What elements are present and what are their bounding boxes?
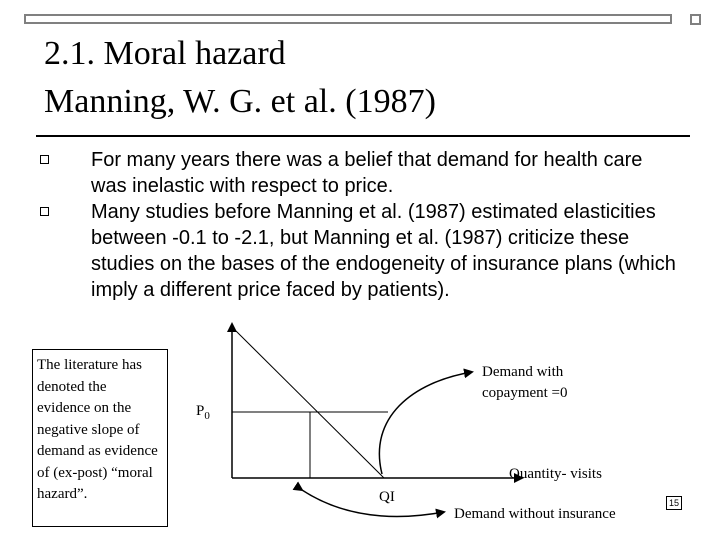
note-text: The literature has denoted the evidence on the negative slope of demand as evidence of (ex-post) “moral hazard”.: [37, 357, 158, 502]
title-line-2: Manning, W. G. et al. (1987): [44, 83, 436, 120]
title-line-1: 2.1. Moral hazard: [44, 35, 286, 72]
x-axis-label: Quantity- visits: [509, 466, 602, 482]
slide-number: 15: [666, 496, 682, 510]
bullet-text: For many years there was a belief that demand for health care was inelastic with respect to price.: [91, 149, 643, 197]
price-label: $P_0$: [196, 403, 210, 422]
bullet-text: Many studies before Manning et al. (1987) estimated elasticities between -0.1 to -2.1, but Manning et al. (1987) criticize these studies on the bases of the endogeneity of insurance plans (which imply a different price faced by patients).: [91, 201, 676, 301]
quantity-label: QI: [379, 489, 395, 505]
copay-pointer-arrow: [379, 372, 472, 474]
demand-copay-label-line2: copayment =0: [482, 385, 568, 401]
demand-copay-label-line1: Demand with: [482, 364, 564, 380]
price-subscript: 0: [204, 410, 210, 422]
no-insurance-pointer-arrow: [302, 490, 444, 517]
demand-no-insurance-label: Demand without insurance: [454, 506, 616, 522]
